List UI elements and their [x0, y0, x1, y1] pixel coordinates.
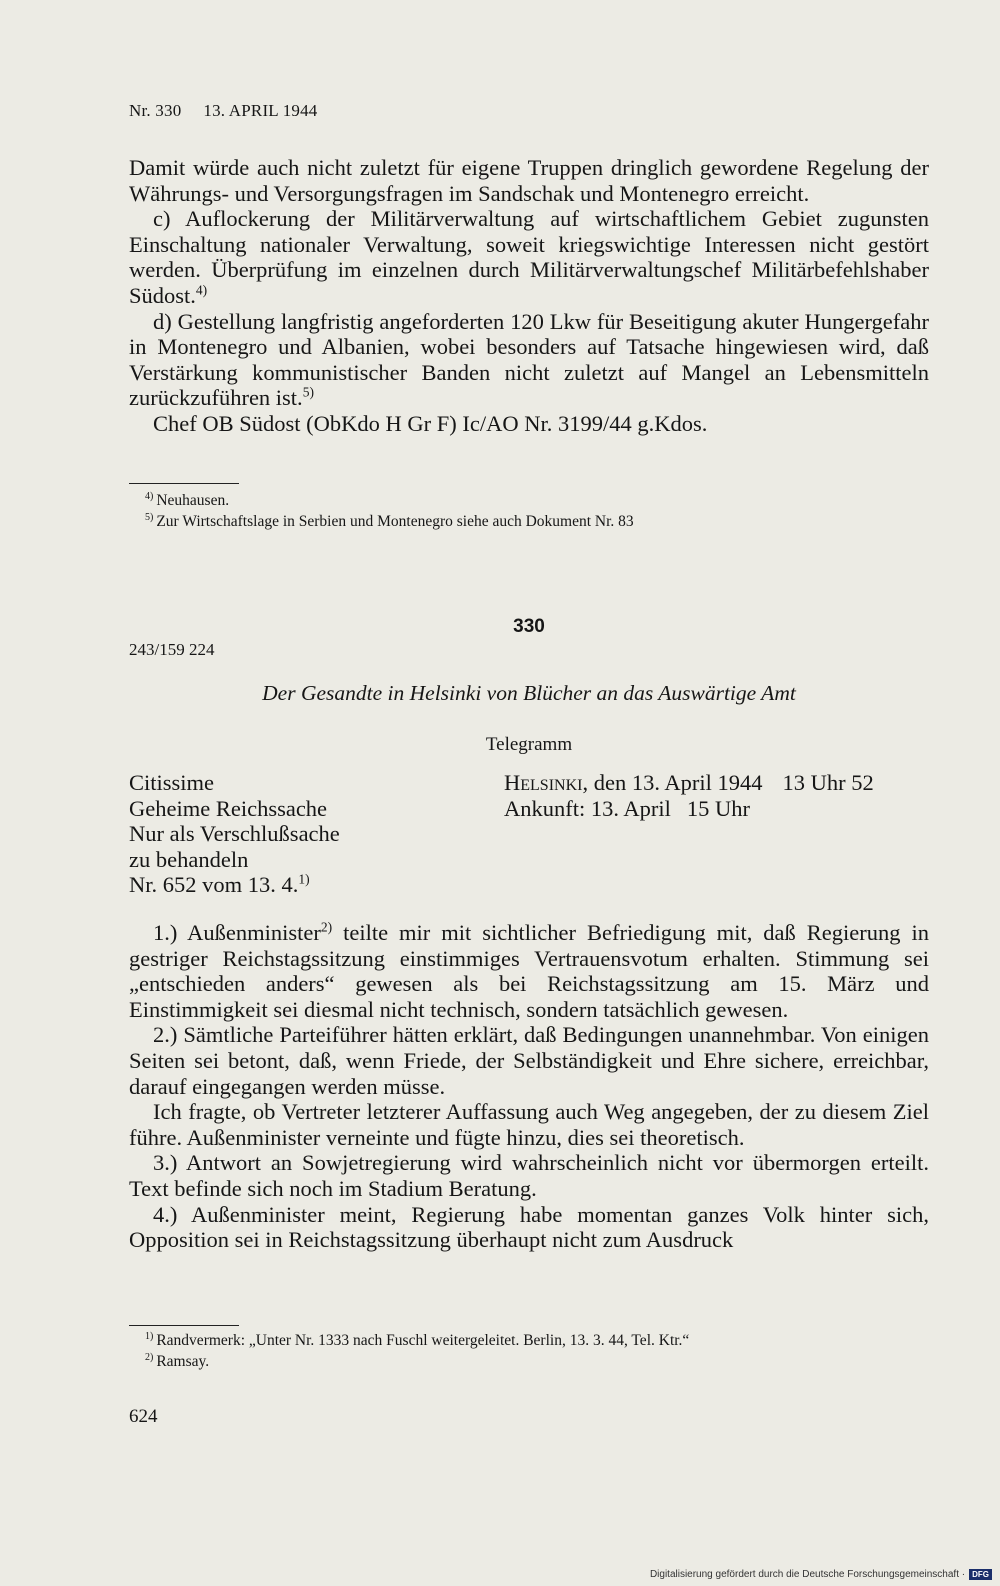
paragraph: 2.) Sämtliche Parteiführer hätten erklärt, daß Bedingungen unannehmbar. Von einigen Seiten sei betont, daß, wenn Friede, der Selbständigkeit und Ehre sichere, erreichbar, darauf eingegangen werden müsse.: [129, 1022, 929, 1099]
paragraph: 4.) Außenminister meint, Regierung habe momentan ganzes Volk hinter sich, Opposition sei in Reichstagssitzung überhaupt nicht zum Ausdruck: [129, 1201, 929, 1253]
sent-date: den 13. April 1944: [593, 770, 763, 795]
footnote-marker: 4): [145, 490, 154, 502]
running-head-date: 13. APRIL 1944: [203, 101, 318, 120]
footnote-text: Zur Wirtschaftslage in Serbien und Montenegro siehe auch Dokument Nr. 83: [156, 513, 634, 530]
telegram-dispatch-info: [504, 770, 874, 821]
classification-line: Citissime: [129, 770, 215, 795]
telegram-classification: [129, 770, 340, 898]
footnote: [145, 511, 634, 532]
running-head: [129, 101, 318, 121]
dfg-logo: DFG: [969, 1569, 992, 1580]
telegram-number: [129, 872, 340, 898]
arrival-time: 15 Uhr: [686, 795, 750, 821]
arrival-line: [504, 796, 874, 822]
document-title: Der Gesandte in Helsinki von Blücher an das Auswärtige Amt: [262, 681, 796, 705]
paragraph: Ich fragte, ob Vertreter letzterer Auffassung auch Weg angegeben, der zu diesem Ziel führe. Außenminister verneinte und fügte hinzu, dies sei theoretisch.: [129, 1099, 929, 1150]
footnote-rule: [129, 1325, 239, 1326]
footnote-text: Neuhausen.: [156, 492, 230, 509]
footnote: [145, 1330, 689, 1351]
telegram-number-text: Nr. 652 vom 13. 4.: [129, 872, 299, 898]
classification-line: Nur als Verschlußsache: [129, 821, 340, 847]
footnote-marker: 1): [145, 1330, 154, 1342]
footnote-mark: 5): [302, 384, 314, 400]
continuation-text-full: [129, 155, 929, 437]
footnote-mark: 1): [298, 871, 310, 887]
file-reference: 243/159 224: [129, 640, 215, 659]
page-number: 624: [129, 1406, 158, 1427]
credit-text: Digitalisierung gefördert durch die Deutsche Forschungsgemeinschaft ·: [649, 1569, 966, 1580]
document-type: Telegramm: [485, 734, 573, 755]
paragraph-text: teilte mir mit sichtlicher Befriedigung mit, daß Regierung in gestriger Reichstagssitzung einstimmiges Vertrauensvotum erhalten. Stimmung sei „entschieden anders“ gewesen als bei Reichstagssitzung am 15. März und Einstimmigkeit sei diesmal nicht technisch, sondern tatsächlich gewesen.: [129, 920, 929, 1022]
footnote: [145, 1351, 689, 1372]
place: Helsinki,: [504, 770, 589, 795]
top-footnotes: [145, 490, 634, 532]
bottom-footnotes: [145, 1330, 689, 1372]
footnote-text: Ramsay.: [156, 1353, 210, 1370]
footnote-marker: 5): [145, 511, 154, 523]
document-number: 330: [513, 616, 545, 637]
classification-line: zu behandeln: [129, 846, 249, 872]
footnote: [145, 490, 634, 511]
sent-line: [504, 770, 874, 796]
arrival-date: Ankunft: 13. April: [504, 795, 671, 821]
footnote-mark: 4): [195, 282, 208, 298]
footnote-text: Randvermerk: „Unter Nr. 1333 nach Fuschl weitergeleitet. Berlin, 13. 3. 44, Tel. Ktr.“: [156, 1332, 690, 1349]
paragraph-3-text: d) Gestellung langfristig angeforderten 120 Lkw für Beseitigung akuter Hungergefahr in Montenegro und Albanien, wobei besonders auf Tatsache hingewiesen wird, daß Verstärkung kommunistischer Banden nicht zuletzt auf Mangel an Lebensmitteln zurückzuführen ist.: [129, 308, 929, 411]
footnote-marker: 2): [145, 1351, 154, 1363]
running-head-doc-number: Nr. 330: [129, 101, 182, 120]
classification-line: Geheime Reichssache: [129, 795, 328, 821]
paragraph-4: Chef OB Südost (ObKdo H Gr F) Ic/AO Nr. 3199/44 g.Kdos.: [153, 410, 708, 436]
paragraph-text: 1.) Außenminister: [153, 920, 321, 945]
digitization-credit: [650, 1569, 992, 1580]
paragraph-1: Damit würde auch nicht zuletzt für eigene Truppen dringlich gewordene Regelung der Währungs- und Versorgungsfragen im Sandschak und Montenegro erreicht.: [129, 155, 929, 206]
footnote-rule: [129, 483, 239, 484]
sent-time: 13 Uhr 52: [782, 770, 874, 795]
footnote-mark: 2): [320, 919, 333, 935]
telegram-body: [129, 920, 929, 1253]
paragraph-2: [129, 206, 929, 308]
paragraph-2-text: c) Auflockerung der Militärverwaltung auf wirtschaftlichem Gebiet zugunsten Einschaltung nationaler Verwaltung, soweit kriegswichtige Interessen nicht gestört werden. Überprüfung im einzelnen durch Militärverwaltungschef Militärbefehlshaber Südost.: [129, 206, 929, 308]
paragraph-3: [129, 309, 929, 411]
paragraph: [129, 920, 929, 1022]
paragraph: 3.) Antwort an Sowjetregierung wird wahrscheinlich nicht vor übermorgen erteilt. Text befinde sich noch im Stadium Beratung.: [129, 1150, 929, 1201]
